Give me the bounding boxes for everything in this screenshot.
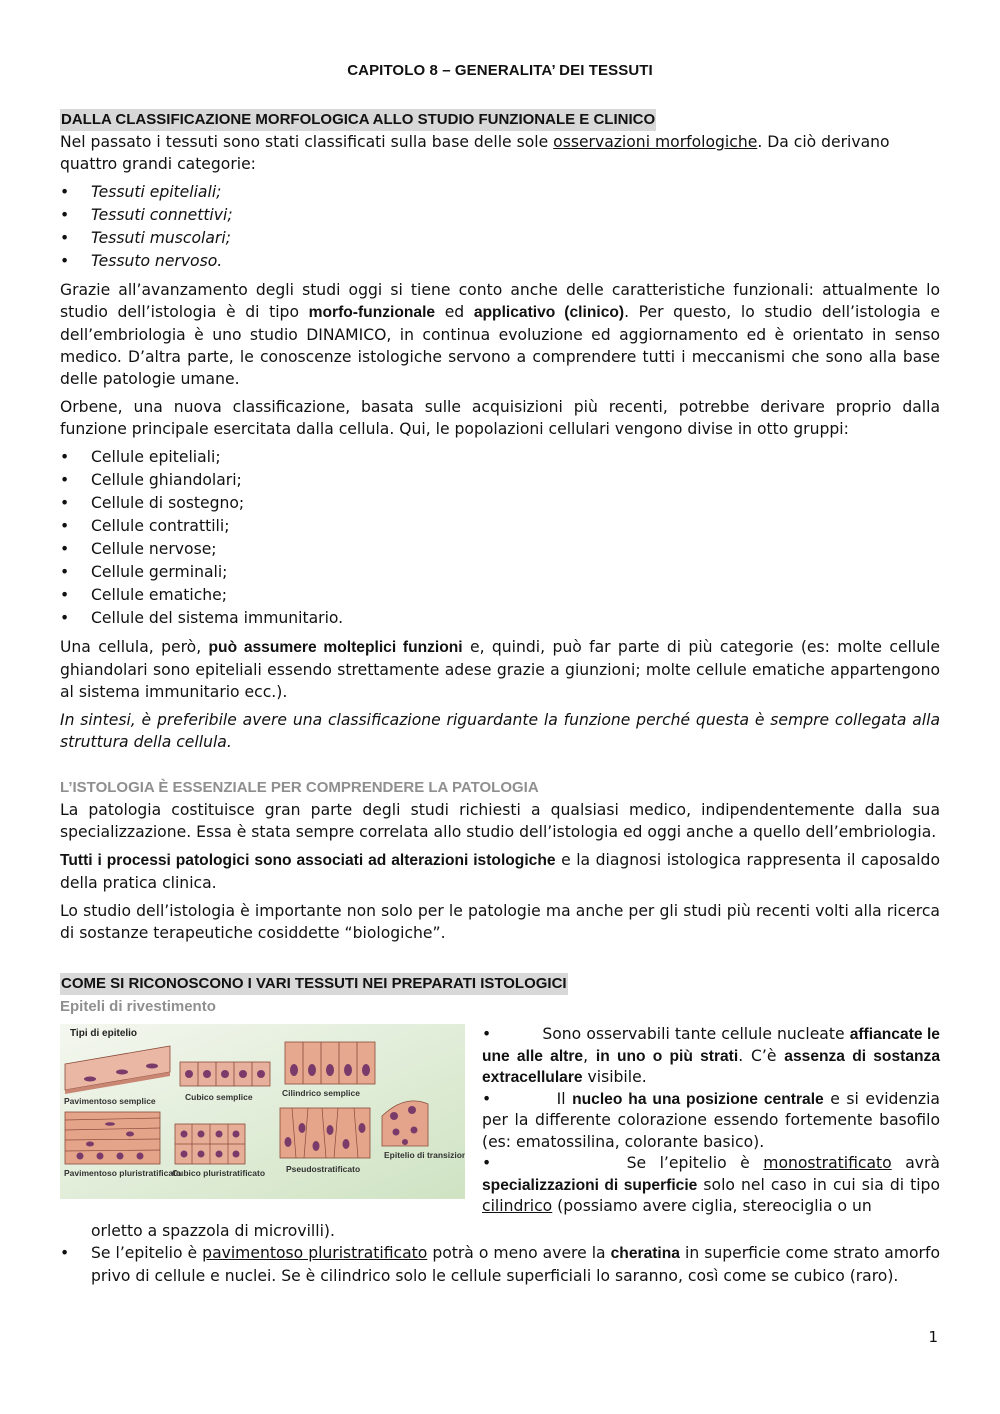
- list-item: • Tessuti epiteliali;: [60, 181, 940, 204]
- figure-label: Cubico semplice: [185, 1092, 253, 1102]
- cell-group-list: [60, 446, 940, 630]
- list-item: • Tessuto nervoso.: [60, 250, 940, 273]
- list-item: • Cellule epiteliali;: [60, 446, 940, 469]
- list-item: • Cellule germinali;: [60, 561, 940, 584]
- subsection-heading: Epiteli di rivestimento: [60, 998, 216, 1015]
- figure-text-block: [60, 1024, 940, 1220]
- section-preparati: [60, 972, 940, 1287]
- bullet-paragraph: • Se l’epitelio è monostratificato avrà specializzazioni di superficie solo nel caso in cui sia di tipo cilindrico (possiamo avere ciglia, stereociglia o un: [482, 1154, 940, 1215]
- section-patologia: [60, 777, 940, 944]
- paragraph: Lo studio dell’istologia è importante non solo per le patologie ma anche per gli studi più recenti volti alla ricerca di sostanze terapeutiche cosiddette “biologiche”.: [60, 902, 940, 942]
- cuboidal-stratified-drawing: [175, 1124, 245, 1164]
- epithelium-illustration: [60, 1024, 465, 1199]
- list-item: • Cellule del sistema immunitario.: [60, 607, 940, 630]
- list-item: • Cellule contrattili;: [60, 515, 940, 538]
- figure-label: Epitelio di transizione: [384, 1150, 465, 1160]
- epithelium-types-figure: [60, 1024, 465, 1199]
- paragraph: La patologia costituisce gran parte degli studi richiesti a qualsiasi medico, indipendentemente dalla sua specializzazione. Essa è stata sempre correlata allo studio dell’istologia ed oggi anche a quello dell’embriologia.: [60, 801, 940, 841]
- figure-title: Tipi di epitelio: [70, 1028, 138, 1039]
- paragraph: Nel passato i tessuti sono stati classificati sulla base delle sole osservazioni morfologiche. Da ciò derivano quattro grandi categorie:: [60, 133, 890, 173]
- paragraph: Orbene, una nuova classificazione, basata sulle acquisizioni più recenti, potrebbe derivare proprio dalla funzione principale esercitata dalla cellula. Qui, le popolazioni cellulari vengono divise in otto gruppi:: [60, 398, 940, 438]
- pseudostratified-drawing: [280, 1108, 370, 1158]
- page-number: 1: [928, 1328, 938, 1346]
- figure-label: Pavimentoso semplice: [64, 1096, 156, 1106]
- figure-label: Cubico pluristratificato: [172, 1168, 266, 1178]
- bullet-paragraph: • Il nucleo ha una posizione centrale e si evidenzia per la differente colorazione essendo fortemente basofilo (es: ematossilina, colorante basico).: [482, 1089, 940, 1151]
- list-item: • Cellule ematiche;: [60, 584, 940, 607]
- list-item: • Cellule ghiandolari;: [60, 469, 940, 492]
- cuboidal-simple-drawing: [180, 1062, 270, 1086]
- summary-paragraph: In sintesi, è preferibile avere una classificazione riguardante la funzione perché questa è sempre collegata alla struttura della cellula.: [60, 711, 940, 751]
- figure-label: Cilindrico semplice: [282, 1088, 360, 1098]
- list-item: • Se l’epitelio è pavimentoso pluristratificato potrà o meno avere la cheratina in superficie come strato amorfo privo di cellule e nuclei. Se è cilindrico solo le cellule superficiali lo saranno, così come se cubico (raro).: [60, 1242, 940, 1287]
- right-column-notes: [482, 1024, 940, 1218]
- paragraph-continuation: orletto a spazzola di microvilli).: [91, 1222, 335, 1240]
- section-heading: COME SI RICONOSCONO I VARI TESSUTI NEI PREPARATI ISTOLOGICI: [60, 973, 568, 995]
- list-item: • Tessuti muscolari;: [60, 227, 940, 250]
- section-heading: DALLA CLASSIFICAZIONE MORFOLOGICA ALLO STUDIO FUNZIONALE E CLINICO: [60, 109, 656, 131]
- section-heading: L’ISTOLOGIA È ESSENZIALE PER COMPRENDERE LA PATOLOGIA: [60, 779, 539, 796]
- paragraph: Grazie all’avanzamento degli studi oggi si tiene conto anche delle caratteristiche funzionali: attualmente lo studio dell’istologia è di tipo morfo-funzionale ed applicativo (clinico). Per questo, lo studio dell’istologia e dell’embriologia è uno studio DINAMICO, in continua evoluzione ed aggiornamento ed è orientato in senso medico. D’altra parte, le conoscenze istologiche servono a comprendere tutti i meccanismi che sono alla base delle patologie umane.: [60, 281, 941, 388]
- section-classificazione: [60, 108, 940, 753]
- chapter-title: CAPITOLO 8 – GENERALITA’ DEI TESSUTI: [347, 62, 653, 79]
- epithelium-notes-list: [60, 1242, 940, 1287]
- columnar-simple-drawing: [285, 1042, 375, 1084]
- list-item: • Cellule nervose;: [60, 538, 940, 561]
- squamous-stratified-drawing: [65, 1112, 160, 1164]
- document-page: [60, 60, 940, 1293]
- bullet-paragraph: • Sono osservabili tante cellule nucleate affiancate le une alle altre, in uno o più strati. C’è assenza di sostanza extracellulare visibile.: [482, 1025, 940, 1086]
- list-item: • Tessuti connettivi;: [60, 204, 940, 227]
- paragraph: Tutti i processi patologici sono associati ad alterazioni istologiche e la diagnosi istologica rappresenta il caposaldo della pratica clinica.: [60, 851, 940, 892]
- tissue-category-list: [60, 181, 940, 273]
- list-item: • Cellule di sostegno;: [60, 492, 940, 515]
- figure-label: Pseudostratificato: [286, 1164, 361, 1174]
- figure-label: Pavimentoso pluristratificato: [64, 1168, 182, 1178]
- paragraph: Una cellula, però, può assumere molteplici funzioni e, quindi, può far parte di più categorie (es: molte cellule ghiandolari sono epiteliali essendo strettamente adese grazie a giunzioni; molte cellule ematiche appartengono al sistema immunitario ecc.).: [60, 638, 941, 701]
